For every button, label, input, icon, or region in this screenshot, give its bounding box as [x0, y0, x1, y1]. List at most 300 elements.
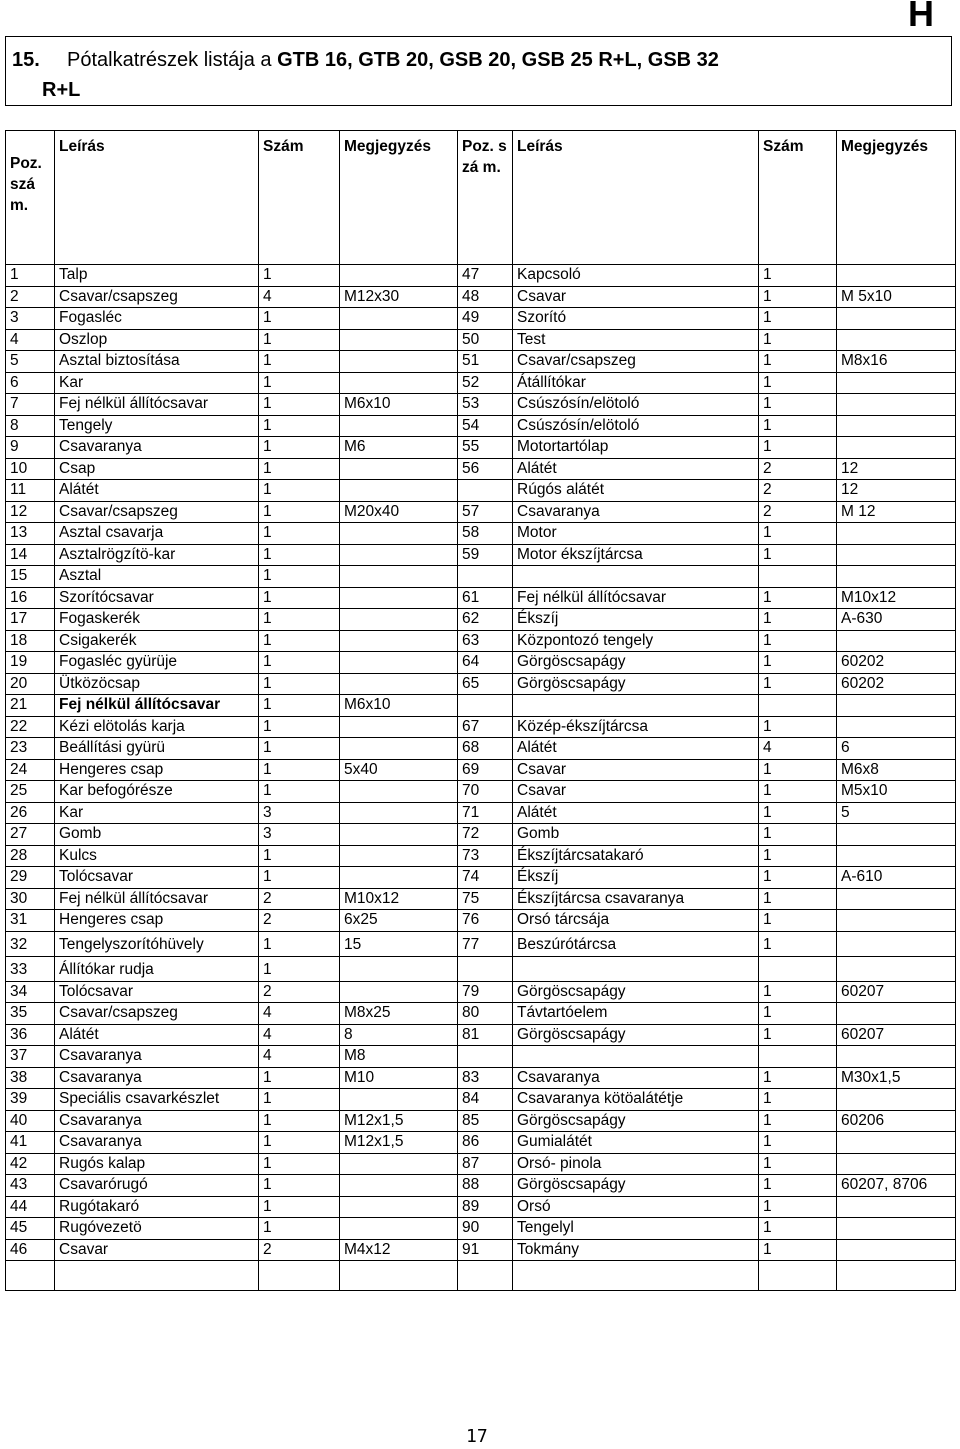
cell-note [340, 415, 458, 437]
cell-qty: 1 [259, 437, 340, 459]
cell-note [340, 1218, 458, 1240]
cell-qty: 1 [259, 759, 340, 781]
cell-desc-2: Alátét [513, 458, 759, 480]
cell-note-2: M6x8 [837, 759, 956, 781]
cell-note-2: M30x1,5 [837, 1067, 956, 1089]
cell-note-2 [837, 265, 956, 287]
table-row [6, 415, 956, 437]
cell-qty: 1 [259, 845, 340, 867]
cell-desc: Rugóvezetö [55, 1218, 259, 1240]
cell-qty: 1 [259, 415, 340, 437]
cell-note-2 [837, 888, 956, 910]
cell-note: M20x40 [340, 501, 458, 523]
cell-pos: 37 [6, 1046, 55, 1068]
cell-note-2 [837, 845, 956, 867]
cell-note-2: M 12 [837, 501, 956, 523]
table-row [6, 394, 956, 416]
cell-desc: Beállítási gyürü [55, 738, 259, 760]
cell-qty: 1 [259, 544, 340, 566]
cell-desc-2: Ékszíjtárcsa csavaranya [513, 888, 759, 910]
cell-desc-2: Motor ékszíjtárcsa [513, 544, 759, 566]
header-desc-2: Leírás [513, 131, 759, 265]
cell-qty: 1 [259, 458, 340, 480]
cell-note [340, 1261, 458, 1291]
cell-pos: 42 [6, 1153, 55, 1175]
cell-note [340, 738, 458, 760]
cell-qty: 1 [259, 1153, 340, 1175]
cell-desc-2 [513, 695, 759, 717]
cell-qty-2: 1 [759, 845, 837, 867]
cell-note: 5x40 [340, 759, 458, 781]
cell-desc-2: Görgöscsapágy [513, 1175, 759, 1197]
cell-qty: 4 [259, 1024, 340, 1046]
title-models: GTB 16, GTB 20, GSB 20, GSB 25 R+L, GSB 32 [277, 49, 719, 71]
cell-desc-2: Tengelyl [513, 1218, 759, 1240]
cell-note-2 [837, 1153, 956, 1175]
cell-desc: Rugótakaró [55, 1196, 259, 1218]
cell-desc-2: Csavaranya [513, 501, 759, 523]
cell-qty-2: 1 [759, 759, 837, 781]
cell-pos-2: 55 [458, 437, 513, 459]
cell-qty: 2 [259, 1239, 340, 1261]
cell-qty: 1 [259, 609, 340, 631]
cell-qty: 4 [259, 1046, 340, 1068]
cell-pos-2: 57 [458, 501, 513, 523]
cell-note-2: M5x10 [837, 781, 956, 803]
cell-pos: 16 [6, 587, 55, 609]
cell-qty: 2 [259, 888, 340, 910]
cell-qty-2 [759, 1261, 837, 1291]
cell-note-2: A-610 [837, 867, 956, 889]
cell-desc-2: Átállítókar [513, 372, 759, 394]
cell-pos: 25 [6, 781, 55, 803]
cell-pos-2: 72 [458, 824, 513, 846]
cell-pos: 10 [6, 458, 55, 480]
cell-note [340, 351, 458, 373]
cell-qty: 1 [259, 630, 340, 652]
cell-desc-2: Ékszíj [513, 867, 759, 889]
cell-pos: 22 [6, 716, 55, 738]
cell-pos: 27 [6, 824, 55, 846]
cell-note-2 [837, 566, 956, 588]
cell-desc: Hengeres csap [55, 759, 259, 781]
cell-note-2 [837, 1196, 956, 1218]
cell-qty-2: 1 [759, 652, 837, 674]
cell-qty: 2 [259, 910, 340, 932]
cell-qty-2: 4 [759, 738, 837, 760]
cell-note-2 [837, 1089, 956, 1111]
cell-pos-2: 86 [458, 1132, 513, 1154]
cell-qty: 1 [259, 480, 340, 502]
table-row [6, 673, 956, 695]
title-prefix: Pótalkatrészek listája a [67, 49, 278, 71]
table-row [6, 1110, 956, 1132]
table-row [6, 781, 956, 803]
cell-qty-2: 2 [759, 458, 837, 480]
cell-pos: 1 [6, 265, 55, 287]
cell-pos: 41 [6, 1132, 55, 1154]
cell-note: M12x30 [340, 286, 458, 308]
cell-pos: 8 [6, 415, 55, 437]
cell-pos: 7 [6, 394, 55, 416]
cell-desc: Kar [55, 372, 259, 394]
cell-pos: 32 [6, 931, 55, 956]
cell-pos: 5 [6, 351, 55, 373]
table-row [6, 1239, 956, 1261]
cell-note-2: 5 [837, 802, 956, 824]
cell-qty: 1 [259, 566, 340, 588]
header-pos: Poz. szá m. [6, 131, 55, 265]
cell-note-2 [837, 1046, 956, 1068]
cell-qty: 1 [259, 394, 340, 416]
cell-pos: 29 [6, 867, 55, 889]
cell-note-2 [837, 931, 956, 956]
cell-desc: Tolócsavar [55, 867, 259, 889]
title-box [5, 36, 952, 106]
cell-desc-2: Tokmány [513, 1239, 759, 1261]
cell-note [340, 1089, 458, 1111]
table-row [6, 1153, 956, 1175]
table-row [6, 630, 956, 652]
cell-qty [259, 1261, 340, 1291]
cell-qty-2: 1 [759, 523, 837, 545]
cell-note [340, 609, 458, 631]
cell-desc: Szorítócsavar [55, 587, 259, 609]
cell-qty: 1 [259, 351, 340, 373]
cell-qty: 3 [259, 802, 340, 824]
cell-desc-2: Test [513, 329, 759, 351]
cell-note [340, 480, 458, 502]
cell-desc-2 [513, 1046, 759, 1068]
table-row [6, 802, 956, 824]
cell-qty-2: 2 [759, 501, 837, 523]
cell-pos: 19 [6, 652, 55, 674]
cell-desc-2: Fej nélkül állítócsavar [513, 587, 759, 609]
table-row [6, 1132, 956, 1154]
table-header-row [6, 131, 956, 265]
table-row [6, 609, 956, 631]
cell-pos: 39 [6, 1089, 55, 1111]
cell-desc: Tengely [55, 415, 259, 437]
cell-note-2: 60202 [837, 652, 956, 674]
cell-pos-2: 48 [458, 286, 513, 308]
cell-pos-2: 70 [458, 781, 513, 803]
cell-note: 6x25 [340, 910, 458, 932]
cell-desc: Fej nélkül állítócsavar [55, 695, 259, 717]
table-row [6, 501, 956, 523]
cell-desc-2: Gomb [513, 824, 759, 846]
cell-pos: 38 [6, 1067, 55, 1089]
cell-qty: 1 [259, 716, 340, 738]
cell-note: M6 [340, 437, 458, 459]
cell-qty: 1 [259, 652, 340, 674]
table-row [6, 981, 956, 1003]
cell-desc: Alátét [55, 1024, 259, 1046]
table-row [6, 1196, 956, 1218]
cell-note-2 [837, 437, 956, 459]
cell-desc-2: Görgöscsapágy [513, 1024, 759, 1046]
cell-note [340, 308, 458, 330]
cell-pos-2: 52 [458, 372, 513, 394]
cell-note: M6x10 [340, 394, 458, 416]
cell-pos: 36 [6, 1024, 55, 1046]
table-row [6, 351, 956, 373]
cell-desc: Asztal [55, 566, 259, 588]
cell-note-2 [837, 956, 956, 981]
cell-qty: 3 [259, 824, 340, 846]
cell-pos-2: 77 [458, 931, 513, 956]
cell-qty-2: 1 [759, 1218, 837, 1240]
cell-note-2 [837, 372, 956, 394]
cell-qty-2 [759, 1046, 837, 1068]
cell-note-2: 60207 [837, 981, 956, 1003]
cell-desc: Gomb [55, 824, 259, 846]
cell-note-2 [837, 1239, 956, 1261]
cell-desc: Csap [55, 458, 259, 480]
cell-note [340, 372, 458, 394]
cell-note: M12x1,5 [340, 1132, 458, 1154]
cell-note-2 [837, 716, 956, 738]
cell-pos-2: 75 [458, 888, 513, 910]
cell-note-2 [837, 1261, 956, 1291]
cell-pos-2: 56 [458, 458, 513, 480]
cell-note-2 [837, 1218, 956, 1240]
cell-qty-2: 1 [759, 415, 837, 437]
cell-desc-2: Motor [513, 523, 759, 545]
cell-qty: 1 [259, 265, 340, 287]
cell-qty-2: 1 [759, 1239, 837, 1261]
cell-pos-2: 88 [458, 1175, 513, 1197]
cell-pos: 4 [6, 329, 55, 351]
cell-pos: 24 [6, 759, 55, 781]
cell-note [340, 1175, 458, 1197]
cell-qty: 1 [259, 1067, 340, 1089]
cell-pos-2: 81 [458, 1024, 513, 1046]
cell-desc: Kar [55, 802, 259, 824]
cell-qty-2: 1 [759, 1003, 837, 1025]
cell-qty: 1 [259, 1110, 340, 1132]
cell-note [340, 652, 458, 674]
table-row [6, 1024, 956, 1046]
cell-pos-2: 62 [458, 609, 513, 631]
cell-qty: 1 [259, 523, 340, 545]
page-number: 17 [466, 1426, 488, 1447]
cell-pos-2 [458, 1261, 513, 1291]
cell-pos-2: 49 [458, 308, 513, 330]
cell-desc-2: Kapcsoló [513, 265, 759, 287]
cell-desc: Ütközöcsap [55, 673, 259, 695]
cell-desc: Fogasléc [55, 308, 259, 330]
cell-note: M6x10 [340, 695, 458, 717]
cell-qty-2: 1 [759, 308, 837, 330]
cell-pos: 44 [6, 1196, 55, 1218]
cell-desc-2: Szorító [513, 308, 759, 330]
cell-qty: 1 [259, 1196, 340, 1218]
cell-note-2 [837, 1003, 956, 1025]
cell-note: M10x12 [340, 888, 458, 910]
cell-note: M12x1,5 [340, 1110, 458, 1132]
cell-desc-2: Távtartóelem [513, 1003, 759, 1025]
cell-pos-2: 87 [458, 1153, 513, 1175]
header-pos-2: Poz. szá m. [458, 131, 513, 265]
cell-pos: 13 [6, 523, 55, 545]
cell-desc: Csavarórugó [55, 1175, 259, 1197]
cell-desc: Fej nélkül állítócsavar [55, 888, 259, 910]
cell-pos: 3 [6, 308, 55, 330]
cell-pos-2: 53 [458, 394, 513, 416]
table-row [6, 845, 956, 867]
cell-note-2: 12 [837, 480, 956, 502]
cell-note [340, 630, 458, 652]
cell-qty-2: 1 [759, 609, 837, 631]
cell-qty: 1 [259, 501, 340, 523]
cell-qty: 1 [259, 372, 340, 394]
table-row [6, 286, 956, 308]
cell-desc-2: Csavar [513, 286, 759, 308]
cell-qty: 1 [259, 867, 340, 889]
cell-qty: 1 [259, 956, 340, 981]
cell-desc-2: Csúszósín/elötoló [513, 415, 759, 437]
table-row [6, 910, 956, 932]
section-number: 15. [12, 49, 40, 71]
cell-pos: 14 [6, 544, 55, 566]
cell-note: M8 [340, 1046, 458, 1068]
table-row [6, 1046, 956, 1068]
cell-note [340, 265, 458, 287]
cell-note [340, 781, 458, 803]
cell-desc: Rugós kalap [55, 1153, 259, 1175]
cell-qty: 1 [259, 1132, 340, 1154]
cell-desc: Asztal biztosítása [55, 351, 259, 373]
cell-note [340, 523, 458, 545]
cell-desc-2: Ékszíj [513, 609, 759, 631]
cell-qty-2 [759, 695, 837, 717]
cell-qty-2: 1 [759, 1196, 837, 1218]
header-desc: Leírás [55, 131, 259, 265]
cell-qty-2: 1 [759, 1153, 837, 1175]
cell-desc-2: Gumialátét [513, 1132, 759, 1154]
cell-desc-2: Motortartólap [513, 437, 759, 459]
cell-pos-2: 59 [458, 544, 513, 566]
cell-qty: 1 [259, 738, 340, 760]
cell-pos-2: 91 [458, 1239, 513, 1261]
cell-pos: 15 [6, 566, 55, 588]
table-row [6, 372, 956, 394]
cell-pos-2: 80 [458, 1003, 513, 1025]
cell-note [340, 673, 458, 695]
cell-qty: 1 [259, 587, 340, 609]
cell-qty-2: 1 [759, 673, 837, 695]
cell-pos-2: 64 [458, 652, 513, 674]
cell-note-2: M8x16 [837, 351, 956, 373]
cell-qty-2: 1 [759, 981, 837, 1003]
cell-pos-2 [458, 695, 513, 717]
cell-qty-2: 1 [759, 1175, 837, 1197]
cell-pos-2: 85 [458, 1110, 513, 1132]
cell-desc-2: Rúgós alátét [513, 480, 759, 502]
cell-pos: 31 [6, 910, 55, 932]
cell-desc-2: Központozó tengely [513, 630, 759, 652]
cell-desc [55, 1261, 259, 1291]
cell-pos: 17 [6, 609, 55, 631]
cell-qty-2: 1 [759, 888, 837, 910]
cell-qty: 1 [259, 1175, 340, 1197]
cell-qty-2: 1 [759, 286, 837, 308]
cell-note-2: 60207, 8706 [837, 1175, 956, 1197]
title-line2: R+L [42, 79, 81, 101]
table-row [6, 652, 956, 674]
cell-qty-2: 1 [759, 716, 837, 738]
cell-desc: Csavar/csapszeg [55, 1003, 259, 1025]
section-letter: H [908, 0, 934, 34]
cell-pos-2: 63 [458, 630, 513, 652]
cell-pos-2: 65 [458, 673, 513, 695]
table-row [6, 265, 956, 287]
cell-qty-2 [759, 956, 837, 981]
table-row [6, 931, 956, 956]
cell-desc-2: Csavar [513, 759, 759, 781]
cell-desc: Csavaranya [55, 1046, 259, 1068]
cell-pos-2: 47 [458, 265, 513, 287]
cell-note-2: 60202 [837, 673, 956, 695]
cell-pos: 46 [6, 1239, 55, 1261]
table-row [6, 759, 956, 781]
parts-table [5, 130, 956, 1291]
table-row [6, 888, 956, 910]
cell-note-2: 6 [837, 738, 956, 760]
cell-note-2 [837, 910, 956, 932]
cell-note [340, 802, 458, 824]
table-row [6, 1089, 956, 1111]
table-row [6, 329, 956, 351]
cell-note-2 [837, 394, 956, 416]
cell-note-2: 12 [837, 458, 956, 480]
cell-qty-2: 1 [759, 394, 837, 416]
table-row [6, 695, 956, 717]
cell-pos: 26 [6, 802, 55, 824]
header-note: Megjegyzés [340, 131, 458, 265]
cell-pos-2 [458, 1046, 513, 1068]
cell-pos-2: 90 [458, 1218, 513, 1240]
cell-desc: Kar befogórésze [55, 781, 259, 803]
cell-desc-2: Orsó [513, 1196, 759, 1218]
cell-pos-2: 76 [458, 910, 513, 932]
table-row [6, 587, 956, 609]
cell-pos: 34 [6, 981, 55, 1003]
cell-desc-2: Ékszíjtárcsatakaró [513, 845, 759, 867]
cell-qty-2 [759, 566, 837, 588]
cell-qty: 1 [259, 1089, 340, 1111]
cell-pos-2: 71 [458, 802, 513, 824]
cell-desc-2: Görgöscsapágy [513, 652, 759, 674]
table-row [6, 566, 956, 588]
cell-note [340, 716, 458, 738]
cell-note-2: M10x12 [837, 587, 956, 609]
cell-qty: 1 [259, 308, 340, 330]
cell-desc: Fogasléc gyürüje [55, 652, 259, 674]
cell-desc: Fogaskerék [55, 609, 259, 631]
cell-note: 8 [340, 1024, 458, 1046]
cell-note-2 [837, 1132, 956, 1154]
cell-note-2 [837, 329, 956, 351]
cell-qty-2: 1 [759, 1110, 837, 1132]
cell-desc: Csavaranya [55, 437, 259, 459]
cell-qty-2: 1 [759, 437, 837, 459]
cell-note-2: 60207 [837, 1024, 956, 1046]
cell-pos: 12 [6, 501, 55, 523]
cell-qty: 1 [259, 673, 340, 695]
cell-pos: 28 [6, 845, 55, 867]
